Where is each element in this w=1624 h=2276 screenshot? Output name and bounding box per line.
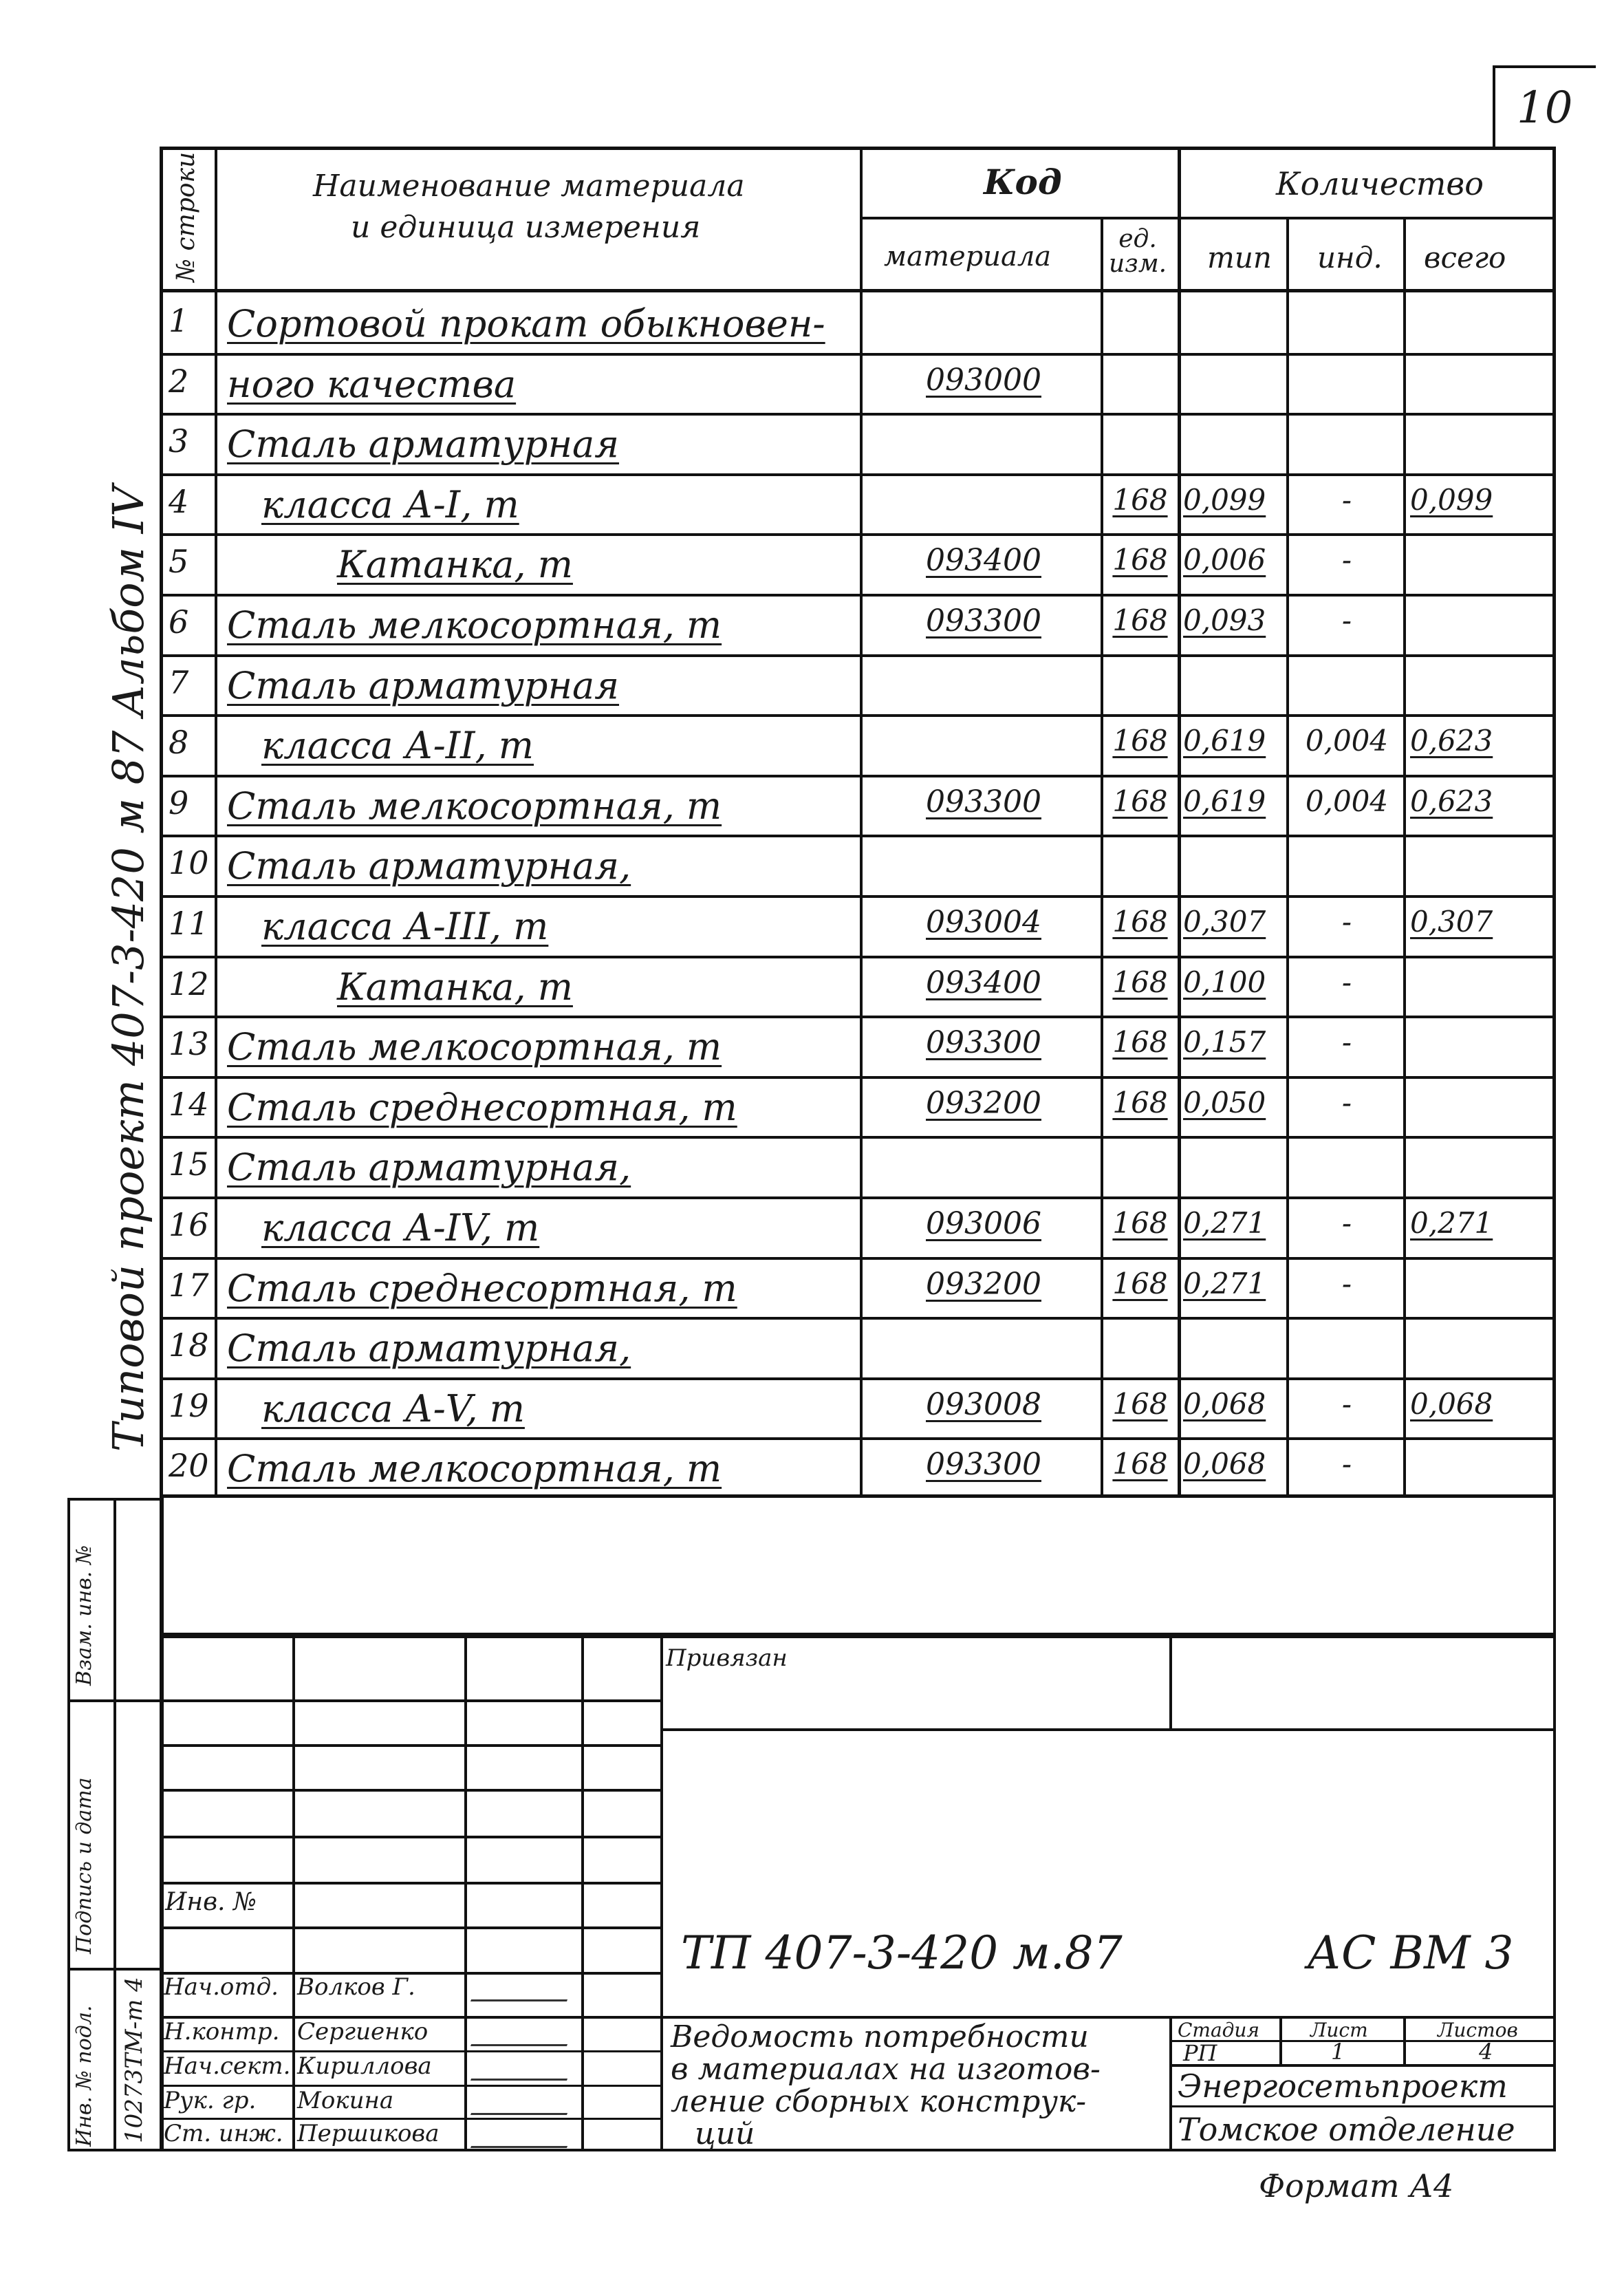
cell-name: Сталь среднесортная, т bbox=[227, 1086, 737, 1129]
cell-name: класса А-III, т bbox=[261, 905, 549, 948]
header-code-unit: ед. изм. bbox=[1109, 225, 1167, 278]
stamp-sheets: 4 bbox=[1479, 2039, 1493, 2065]
cell-total: 0,271 bbox=[1410, 1206, 1493, 1240]
cell-name: Катанка, т bbox=[337, 543, 573, 586]
cell-tip: 0,100 bbox=[1183, 965, 1266, 999]
cell-ind: - bbox=[1341, 1387, 1352, 1421]
cell-tip: 0,157 bbox=[1183, 1025, 1266, 1059]
cell-n: 17 bbox=[169, 1267, 209, 1304]
cell-ind: - bbox=[1341, 1447, 1352, 1481]
cell-unit: 168 bbox=[1112, 784, 1168, 818]
cell-tip: 0,099 bbox=[1183, 483, 1266, 517]
cell-tip: 0,006 bbox=[1183, 543, 1266, 577]
cell-n: 9 bbox=[169, 784, 189, 822]
stamp-title-1: Ведомость потребности bbox=[671, 2019, 1089, 2054]
cell-tip: 0,271 bbox=[1183, 1267, 1266, 1300]
stamp-sheets-label: Листов bbox=[1438, 2019, 1518, 2041]
cell-ind: - bbox=[1341, 1206, 1352, 1240]
stamp-title-2: в материалах на изготов- bbox=[671, 2052, 1101, 2087]
staff-name: Сергиенко bbox=[297, 2018, 429, 2046]
cell-ind: - bbox=[1341, 1025, 1352, 1059]
cell-name: Сортовой прокат обыкновен- bbox=[227, 302, 825, 345]
signature bbox=[470, 2058, 575, 2081]
cell-unit: 168 bbox=[1112, 724, 1168, 758]
staff-role: Нач.сект. bbox=[164, 2052, 291, 2080]
cell-tip: 0,619 bbox=[1183, 784, 1266, 818]
stamp-sheet: 1 bbox=[1331, 2039, 1345, 2065]
cell-code: 093004 bbox=[926, 905, 1041, 940]
cell-n: 10 bbox=[169, 844, 209, 881]
cell-n: 2 bbox=[169, 363, 189, 400]
cell-n: 19 bbox=[169, 1387, 209, 1424]
margin-inv-podl: Инв. № подл. bbox=[72, 2005, 96, 2147]
cell-ind: - bbox=[1341, 1267, 1352, 1300]
cell-name: Сталь арматурная bbox=[227, 664, 620, 707]
cell-n: 3 bbox=[169, 422, 189, 460]
cell-unit: 168 bbox=[1112, 483, 1168, 517]
cell-tip: 0,093 bbox=[1183, 603, 1266, 637]
cell-tip: 0,068 bbox=[1183, 1387, 1266, 1421]
cell-name: ного качества bbox=[227, 363, 517, 406]
stamp-title-3: ление сборных конструк- bbox=[671, 2084, 1087, 2119]
cell-total: 0,099 bbox=[1410, 483, 1493, 517]
cell-name: Сталь мелкосортная, т bbox=[227, 784, 722, 828]
cell-tip: 0,307 bbox=[1183, 905, 1266, 938]
cell-ind: - bbox=[1341, 905, 1352, 938]
staff-name: Волков Г. bbox=[297, 1973, 415, 2001]
cell-n: 8 bbox=[169, 724, 189, 761]
cell-unit: 168 bbox=[1112, 1086, 1168, 1119]
cell-code: 093400 bbox=[926, 543, 1041, 578]
cell-name: Сталь мелкосортная, т bbox=[227, 603, 722, 647]
header-code-material: материала bbox=[884, 241, 1052, 272]
cell-n: 7 bbox=[169, 664, 189, 701]
margin-podp: Подпись и дата bbox=[72, 1777, 96, 1954]
cell-n: 11 bbox=[169, 905, 209, 942]
staff-role: Ст. инж. bbox=[164, 2120, 283, 2147]
header-name-line2: и единица измерения bbox=[351, 210, 701, 245]
stamp-org2: Томское отделение bbox=[1178, 2111, 1515, 2148]
staff-name: Першикова bbox=[297, 2120, 440, 2147]
cell-n: 14 bbox=[169, 1086, 209, 1123]
cell-unit: 168 bbox=[1112, 1267, 1168, 1300]
cell-unit: 168 bbox=[1112, 965, 1168, 999]
staff-role: Н.контр. bbox=[164, 2018, 280, 2046]
stamp-sheet-code: АС ВМ 3 bbox=[1307, 1926, 1514, 1979]
side-label: Типовой проект 407-3-420 м 87 Альбом IV bbox=[103, 486, 153, 1452]
cell-ind: 0,004 bbox=[1305, 784, 1389, 818]
cell-unit: 168 bbox=[1112, 1025, 1168, 1059]
page-number: 10 bbox=[1517, 83, 1573, 133]
cell-n: 4 bbox=[169, 483, 189, 520]
cell-code: 093200 bbox=[926, 1267, 1041, 1302]
cell-unit: 168 bbox=[1112, 1206, 1168, 1240]
format-label: Формат А4 bbox=[1259, 2167, 1454, 2204]
cell-ind: - bbox=[1341, 543, 1352, 577]
cell-name: Сталь арматурная, bbox=[227, 844, 631, 888]
staff-role: Рук. гр. bbox=[164, 2087, 257, 2114]
cell-total: 0,623 bbox=[1410, 784, 1493, 818]
cell-code: 093006 bbox=[926, 1206, 1041, 1241]
cell-n: 12 bbox=[169, 965, 209, 1002]
header-row-no: № строки bbox=[172, 151, 200, 282]
cell-code: 093300 bbox=[926, 603, 1041, 638]
cell-n: 16 bbox=[169, 1206, 209, 1243]
stamp-stage-label: Стадия bbox=[1178, 2019, 1259, 2041]
staff-name: Кириллова bbox=[297, 2052, 432, 2080]
cell-tip: 0,068 bbox=[1183, 1447, 1266, 1481]
stamp-stage: РП bbox=[1183, 2040, 1217, 2066]
cell-unit: 168 bbox=[1112, 543, 1168, 577]
cell-name: Сталь среднесортная, т bbox=[227, 1267, 737, 1310]
cell-unit: 168 bbox=[1112, 1387, 1168, 1421]
cell-code: 093300 bbox=[926, 784, 1041, 819]
signature bbox=[470, 2092, 575, 2115]
cell-name: Сталь мелкосортная, т bbox=[227, 1447, 722, 1490]
margin-inv-value: 10273ТМ-т 4 bbox=[120, 1977, 148, 2143]
stamp-inv-no: Инв. № bbox=[165, 1888, 257, 1916]
cell-code: 093200 bbox=[926, 1086, 1041, 1121]
margin-vzam: Взам. инв. № bbox=[72, 1545, 96, 1686]
cell-total: 0,068 bbox=[1410, 1387, 1493, 1421]
cell-name: Сталь арматурная, bbox=[227, 1327, 631, 1370]
cell-ind: - bbox=[1341, 483, 1352, 517]
cell-ind: - bbox=[1341, 603, 1352, 637]
stamp-title-4: ций bbox=[695, 2116, 755, 2151]
cell-ind: - bbox=[1341, 1086, 1352, 1119]
staff-role: Нач.отд. bbox=[164, 1973, 279, 2001]
cell-unit: 168 bbox=[1112, 1447, 1168, 1481]
cell-name: Сталь арматурная bbox=[227, 422, 620, 466]
cell-tip: 0,050 bbox=[1183, 1086, 1266, 1119]
cell-name: Сталь арматурная, bbox=[227, 1146, 631, 1189]
cell-unit: 168 bbox=[1112, 603, 1168, 637]
cell-ind: 0,004 bbox=[1305, 724, 1389, 758]
cell-code: 093300 bbox=[926, 1025, 1041, 1060]
cell-name: класса А-II, т bbox=[261, 724, 534, 767]
cell-code: 093400 bbox=[926, 965, 1041, 1000]
cell-name: класса А-V, т bbox=[261, 1387, 525, 1430]
cell-n: 5 bbox=[169, 543, 189, 580]
cell-n: 15 bbox=[169, 1146, 209, 1183]
signature bbox=[470, 1979, 575, 2001]
stamp-designation: ТП 407-3-420 м.87 bbox=[681, 1926, 1123, 1979]
staff-name: Мокина bbox=[297, 2087, 394, 2114]
header-name-line1: Наименование материала bbox=[313, 169, 745, 204]
cell-name: класса А-IV, т bbox=[261, 1206, 540, 1249]
header-q-ind: инд. bbox=[1317, 241, 1383, 275]
header-code: Код bbox=[984, 162, 1062, 202]
signature bbox=[470, 2125, 575, 2148]
cell-n: 13 bbox=[169, 1025, 209, 1062]
cell-n: 18 bbox=[169, 1327, 209, 1364]
cell-name: Сталь мелкосортная, т bbox=[227, 1025, 722, 1069]
signature bbox=[470, 2023, 575, 2046]
cell-n: 6 bbox=[169, 603, 189, 641]
cell-tip: 0,271 bbox=[1183, 1206, 1266, 1240]
stamp-org1: Энергосетьпроект bbox=[1178, 2068, 1508, 2105]
cell-name: Катанка, т bbox=[337, 965, 573, 1009]
cell-name: класса А-I, т bbox=[261, 483, 519, 526]
header-q-total: всего bbox=[1424, 241, 1506, 275]
cell-tip: 0,619 bbox=[1183, 724, 1266, 758]
cell-n: 1 bbox=[169, 302, 189, 339]
cell-ind: - bbox=[1341, 965, 1352, 999]
stamp-privyazan: Привязан bbox=[666, 1644, 788, 1672]
cell-total: 0,623 bbox=[1410, 724, 1493, 758]
cell-n: 20 bbox=[169, 1447, 209, 1484]
cell-code: 093000 bbox=[926, 363, 1041, 398]
cell-unit: 168 bbox=[1112, 905, 1168, 938]
cell-code: 093008 bbox=[926, 1387, 1041, 1422]
header-quantity: Количество bbox=[1276, 165, 1484, 202]
cell-total: 0,307 bbox=[1410, 905, 1493, 938]
cell-code: 093300 bbox=[926, 1447, 1041, 1482]
stamp-sheet-label: Лист bbox=[1310, 2019, 1368, 2041]
header-q-type: тип bbox=[1207, 241, 1272, 275]
